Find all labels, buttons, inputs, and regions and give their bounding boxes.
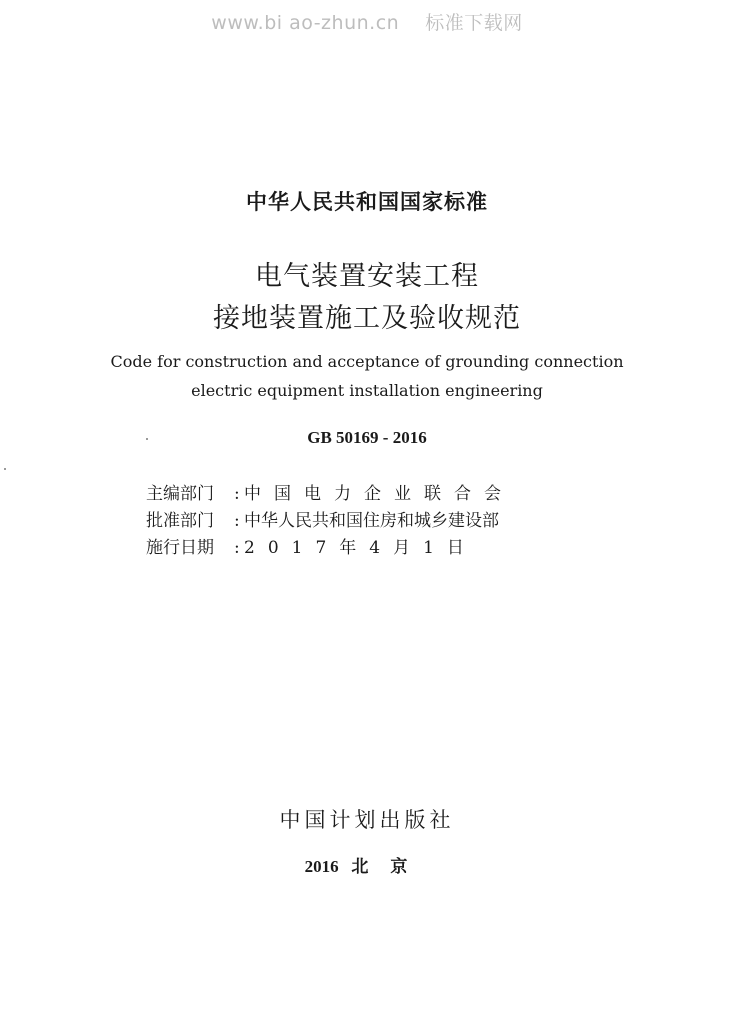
imprint-year: 2016 bbox=[304, 857, 339, 876]
scan-speck bbox=[146, 438, 148, 440]
approval-row bbox=[146, 506, 499, 531]
chief-editor-row bbox=[146, 479, 514, 504]
scan-speck bbox=[4, 468, 6, 470]
title-line-1: 电气装置安装工程 bbox=[255, 261, 479, 292]
approval-label: 批准部门 bbox=[146, 511, 214, 531]
standard-code: GB 50169 - 2016 bbox=[307, 428, 427, 447]
english-title-line-2: electric equipment installation engineering bbox=[191, 381, 543, 400]
imprint bbox=[0, 852, 734, 877]
effective-date-value: 2017年4月1日 bbox=[244, 538, 477, 558]
separator: : bbox=[234, 484, 240, 504]
chief-editor-label: 主编部门 bbox=[146, 484, 214, 504]
separator: : bbox=[234, 538, 240, 558]
watermark-site-name: 标准下载网 bbox=[425, 12, 523, 34]
approval-value: 中华人民共和国住房和城乡建设部 bbox=[244, 511, 499, 531]
publisher: 中国计划出版社 bbox=[279, 808, 455, 832]
separator: : bbox=[234, 511, 240, 531]
title-line-2: 接地装置施工及验收规范 bbox=[213, 303, 521, 334]
english-title-line-1: Code for construction and acceptance of grounding connection bbox=[110, 352, 624, 371]
chief-editor-value: 中国电力企业联合会 bbox=[244, 484, 514, 504]
standard-type-heading: 中华人民共和国国家标准 bbox=[246, 190, 488, 214]
watermark bbox=[0, 8, 734, 35]
effective-date-label: 施行日期 bbox=[146, 538, 214, 558]
imprint-city: 北京 bbox=[351, 857, 430, 876]
watermark-url: www.bi ao-zhun.cn bbox=[211, 12, 400, 34]
effective-date-row bbox=[146, 533, 477, 558]
